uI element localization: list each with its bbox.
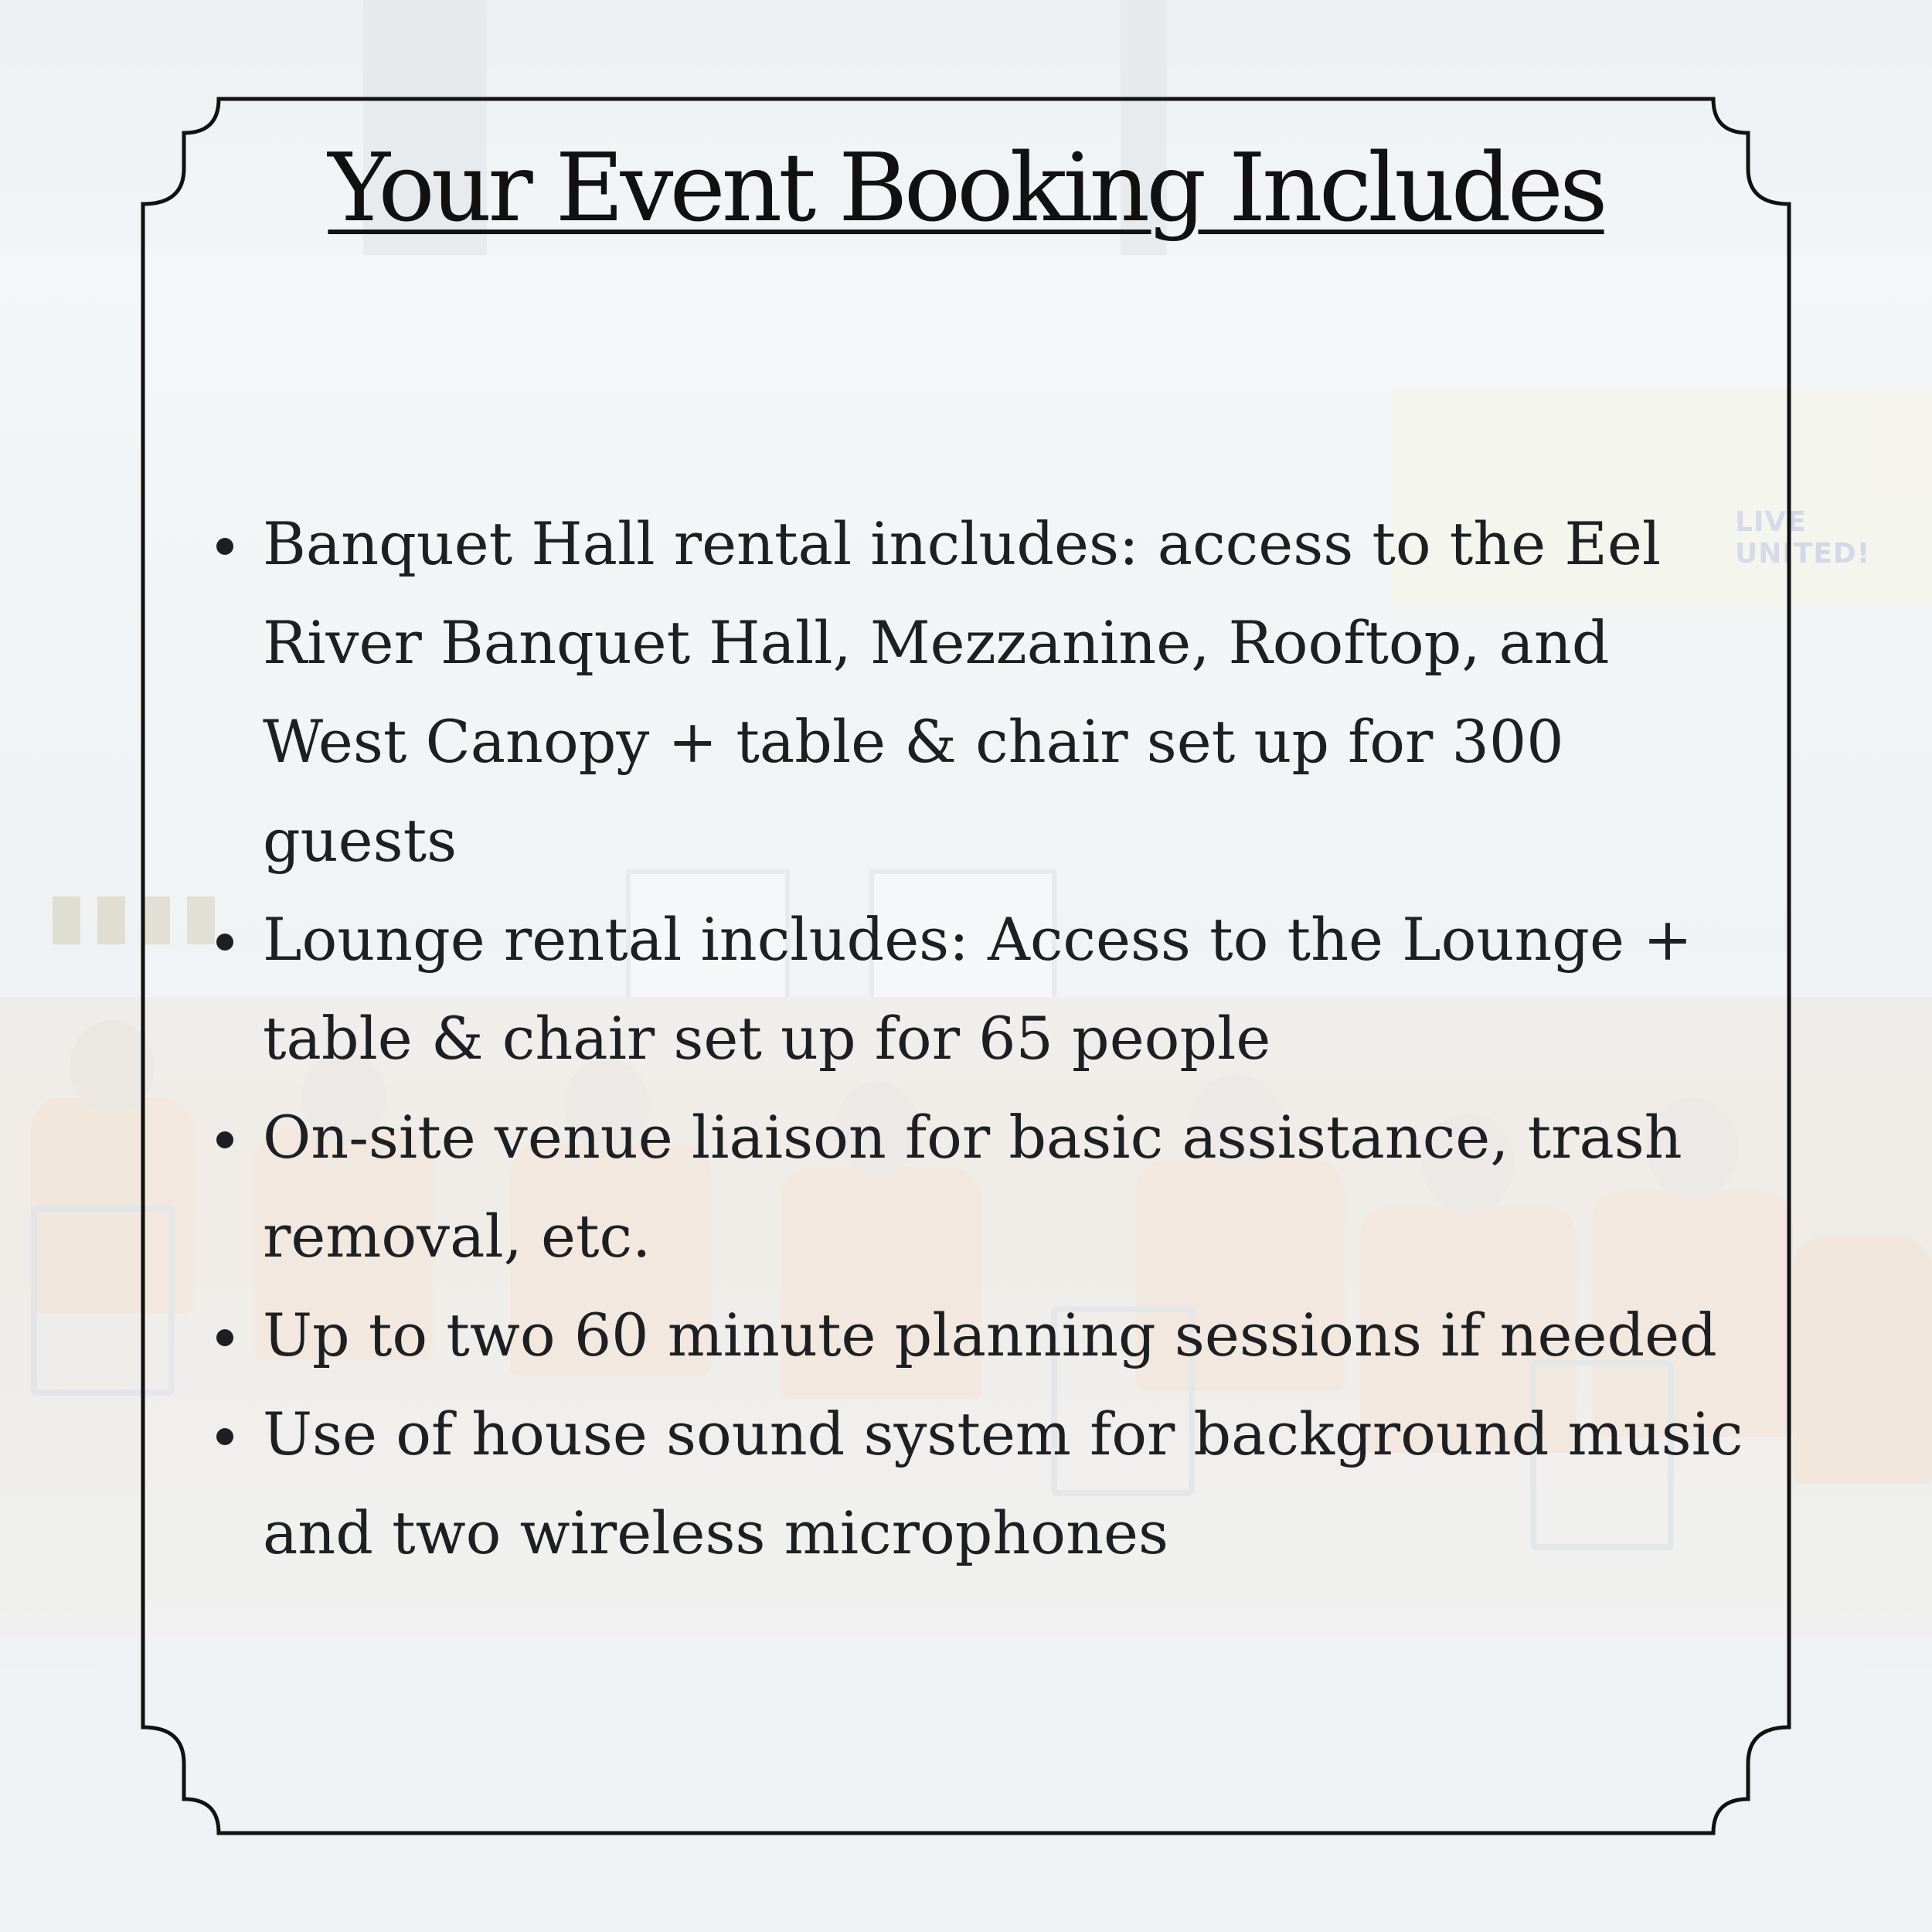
list-item-text: Up to two 60 minute planning sessions if needed [263, 1301, 1717, 1369]
list-item [216, 890, 1747, 1088]
bullet-icon [216, 538, 233, 555]
list-item-text: Use of house sound system for background music and two wireless microphones [263, 1400, 1743, 1567]
list-item [216, 495, 1747, 890]
list-item-text: On-site venue liaison for basic assistance, trash removal, etc. [263, 1103, 1682, 1270]
list-item-text: Lounge rental includes: Access to the Lounge + table & chair set up for 65 people [263, 905, 1692, 1073]
list-item [216, 1286, 1747, 1385]
page-title: Your Event Booking Includes [328, 133, 1604, 243]
bullet-icon [216, 1329, 233, 1346]
list-item-text: Banquet Hall rental includes: access to the Eel River Banquet Hall, Mezzanine, Rooftop, and West Canopy + table & chair set up for 300 guests [263, 509, 1662, 875]
list-item [216, 1385, 1747, 1583]
list-item [216, 1088, 1747, 1286]
bullet-icon [216, 1131, 233, 1148]
bullet-icon [216, 1428, 233, 1445]
inclusions-list [216, 495, 1747, 1583]
bullet-icon [216, 934, 233, 951]
